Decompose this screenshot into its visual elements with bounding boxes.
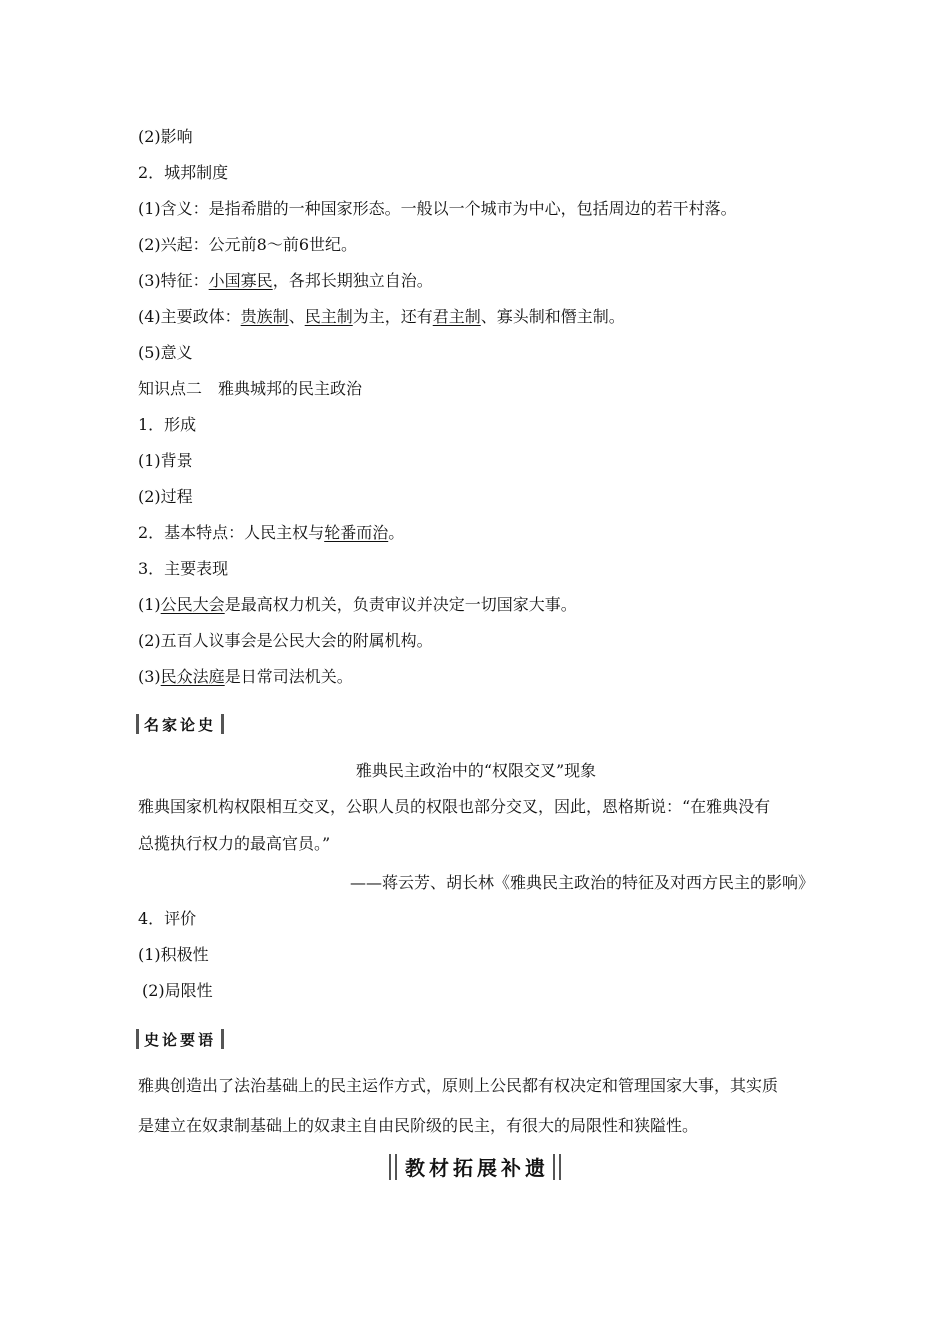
underlined-term: 小国寡民 (208, 271, 273, 290)
line-positive: (1)积极性 (138, 945, 209, 964)
tag-bar-right (221, 714, 224, 734)
text: (4)主要政体： (138, 307, 241, 326)
quote-paragraph-line2: 总揽执行权力的最高官员。” (138, 834, 331, 853)
text: 2．基本特点：人民主权与 (138, 523, 325, 542)
line-evaluation: 4．评价 (138, 909, 197, 928)
line-influence: (2)影响 (138, 127, 193, 146)
line-assembly (138, 595, 577, 615)
underlined-term: 民主制 (304, 307, 353, 326)
summary-line2: 是建立在奴隶制基础上的奴隶主自由民阶级的民主，有很大的局限性和狭隘性。 (138, 1116, 699, 1135)
underlined-term: 公民大会 (160, 595, 225, 614)
section-tag-history-notes (136, 1027, 229, 1051)
banner-box (387, 1152, 563, 1181)
text: ，各邦长期独立自治。 (272, 271, 433, 290)
tag-bar-right (221, 1029, 224, 1049)
line-definition: (1)含义：是指希腊的一种国家形态。一般以一个城市为中心，包括周边的若干村落。 (138, 199, 737, 218)
tag-bar-left (136, 714, 139, 734)
quote-paragraph-line1: 雅典国家机构权限相互交叉，公职人员的权限也部分交叉，因此，恩格斯说：“在雅典没有 (138, 797, 771, 816)
line-main-manifestations: 3．主要表现 (138, 559, 229, 578)
line-features (138, 271, 433, 291)
knowledge-point-heading: 知识点二 雅典城邦的民主政治 (138, 379, 363, 398)
text: (3) (138, 667, 161, 686)
banner-title: 教材拓展补遗 (405, 1156, 549, 1180)
line-council: (2)五百人议事会是公民大会的附属机构。 (138, 631, 433, 650)
line-formation: 1．形成 (138, 415, 197, 434)
underlined-term: 轮番而治 (324, 523, 389, 542)
text: (3)特征： (138, 271, 209, 290)
underlined-term: 民众法庭 (160, 667, 225, 686)
line-city-state-system: 2．城邦制度 (138, 163, 229, 182)
underlined-term: 贵族制 (240, 307, 289, 326)
line-background: (1)背景 (138, 451, 193, 470)
text: 是日常司法机关。 (224, 667, 353, 686)
tag-label: 名家论史 (144, 715, 217, 734)
banner-bar-right (553, 1154, 555, 1180)
banner (0, 1152, 950, 1184)
line-basic-features (138, 523, 404, 543)
line-court (138, 667, 353, 687)
tag-bar-left (136, 1029, 139, 1049)
line-significance: (5)意义 (138, 343, 193, 362)
quote-source: ——蒋云芳、胡长林《雅典民主政治的特征及对西方民主的影响》 (349, 873, 814, 892)
text: 。 (388, 523, 405, 542)
line-rise: (2)兴起：公元前8～前6世纪。 (138, 235, 358, 254)
banner-bar-left (389, 1154, 391, 1180)
text: (1) (138, 595, 161, 614)
banner-bar-right2 (559, 1154, 561, 1180)
underlined-term: 君主制 (432, 307, 481, 326)
text: 是最高权力机关，负责审议并决定一切国家大事。 (224, 595, 577, 614)
section-tag-scholars (136, 712, 229, 736)
banner-bar-left2 (395, 1154, 397, 1180)
line-process: (2)过程 (138, 487, 193, 506)
quote-title: 雅典民主政治中的“权限交叉”现象 (355, 761, 597, 780)
line-limitations: (2)局限性 (142, 981, 213, 1000)
text: 为主，还有 (352, 307, 433, 326)
tag-label: 史论要语 (144, 1030, 217, 1049)
text: 、 (288, 307, 305, 326)
line-regimes (138, 307, 625, 327)
text: 、寡头制和僭主制。 (480, 307, 625, 326)
summary-line1: 雅典创造出了法治基础上的民主运作方式，原则上公民都有权决定和管理国家大事，其实质 (138, 1076, 779, 1095)
